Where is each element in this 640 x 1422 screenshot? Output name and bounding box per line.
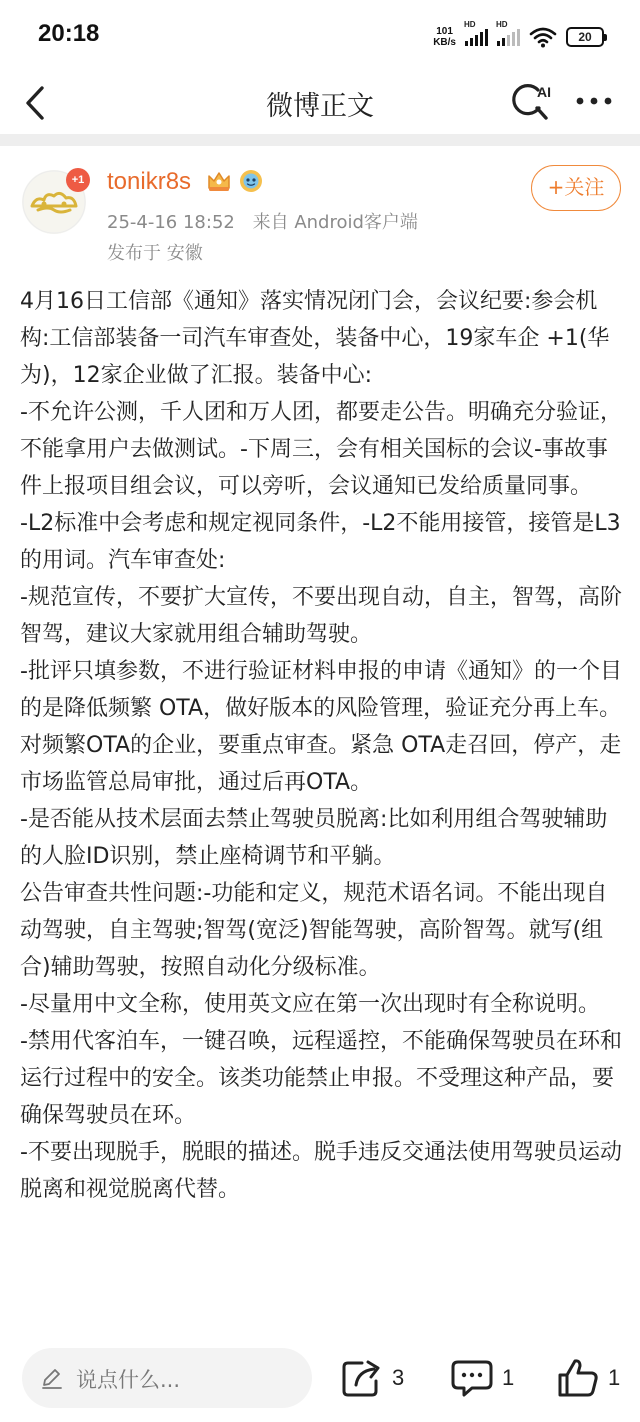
more-button[interactable] bbox=[574, 86, 618, 116]
post-paragraph: -规范宣传，不要扩大宣传，不要出现自动，自主，智驾，高阶智驾，建议大家就用组合辅助驾驶。 bbox=[20, 585, 622, 647]
post-paragraph: -L2标准中会考虑和规定视同条件，-L2不能用接管，接管是L3的用词。汽车审查处: bbox=[20, 511, 621, 573]
post-meta bbox=[107, 208, 430, 234]
battery-icon: 20 bbox=[566, 27, 604, 47]
svg-text:AI: AI bbox=[537, 84, 551, 100]
repost-button[interactable] bbox=[340, 1356, 404, 1400]
comment-icon bbox=[450, 1357, 494, 1399]
nav-bar bbox=[0, 74, 640, 134]
signal-icon-sim2: HD bbox=[497, 28, 520, 46]
avatar-badge: +1 bbox=[66, 168, 90, 192]
ai-search-icon bbox=[508, 78, 554, 124]
post-paragraph: -不允许公测，千人团和万人团，都要走公告。明确充分验证，不能拿用户去做测试。-下周三，会有相关国标的会议-事故事件上报项目组会议，可以旁听，会议通知已发给质量同事。 bbox=[20, 400, 622, 499]
status-time: 20:18 bbox=[38, 20, 100, 47]
post-source: 来自 Android客户端 bbox=[252, 212, 418, 233]
comment-input[interactable] bbox=[22, 1348, 312, 1408]
page-title: 微博正文 bbox=[266, 91, 374, 122]
comment-count: 1 bbox=[502, 1365, 515, 1390]
post-paragraph: -是否能从技术层面去禁止驾驶员脱离:比如利用组合驾驶辅助的人脸ID识别，禁止座椅调节和平躺。 bbox=[20, 807, 608, 869]
post-content bbox=[20, 283, 622, 1208]
thumbs-up-icon bbox=[556, 1357, 600, 1399]
bottom-action-bar bbox=[0, 1338, 640, 1422]
post-date: 25-4-16 18:52 bbox=[107, 212, 235, 233]
post-paragraph: -尽量用中文全称，使用英文应在第一次出现时有全称说明。 bbox=[20, 992, 600, 1017]
blue-face-badge-icon bbox=[237, 168, 265, 194]
signal-icon-sim1: HD bbox=[465, 28, 488, 46]
post-paragraph: -禁用代客泊车，一键召唤，远程遥控，不能确保驾驶员在环和运行过程中的安全。该类功能禁止申报。不受理这种产品，要确保驾驶员在环。 bbox=[20, 1029, 622, 1128]
wifi-icon bbox=[529, 26, 557, 48]
post-paragraph: -批评只填参数，不进行验证材料申报的申请《通知》的一个目的是降低频繁 OTA，做好版本的风险管理，验证充分再上车。对频繁OTA的企业，要重点审查。紧急 OTA走召回，停产，走市场监管总局审批，通过后再OTA。 bbox=[20, 659, 622, 795]
more-dots-icon bbox=[574, 86, 618, 116]
section-divider bbox=[0, 134, 640, 146]
comment-button[interactable] bbox=[450, 1356, 514, 1400]
ai-search-button[interactable] bbox=[508, 78, 554, 124]
pencil-icon bbox=[40, 1366, 64, 1390]
status-bar bbox=[0, 0, 640, 74]
post-paragraph: 4月16日工信部《通知》落实情况闭门会，会议纪要:参会机构:工信部装备一司汽车审查处，装备中心，19家车企 +1(华为)，12家企业做了汇报。装备中心: bbox=[20, 289, 610, 388]
share-icon bbox=[340, 1357, 384, 1399]
post-paragraph: -不要出现脱手，脱眼的描述。脱手违反交通法使用驾驶员运动脱离和视觉脱离代替。 bbox=[20, 1140, 622, 1202]
crown-badge-icon bbox=[205, 168, 233, 194]
post-paragraph: 公告审查共性问题:-功能和定义，规范术语名词。不能出现自动驾驶，自主驾驶;智驾(宽泛)智能驾驶，高阶智驾。就写(组合)辅助驾驶，按照自动化分级标准。 bbox=[20, 881, 608, 980]
status-icons bbox=[433, 22, 604, 52]
like-count: 1 bbox=[608, 1365, 621, 1390]
network-speed: 101 KB/s bbox=[433, 26, 456, 48]
follow-button[interactable]: +关注 bbox=[531, 165, 621, 211]
comment-placeholder: 说点什么... bbox=[76, 1368, 181, 1392]
username[interactable]: tonikr8s bbox=[107, 168, 192, 195]
like-button[interactable] bbox=[556, 1356, 620, 1400]
user-badges bbox=[205, 168, 265, 194]
post-location: 发布于 安徽 bbox=[107, 243, 203, 264]
repost-count: 3 bbox=[392, 1365, 405, 1390]
